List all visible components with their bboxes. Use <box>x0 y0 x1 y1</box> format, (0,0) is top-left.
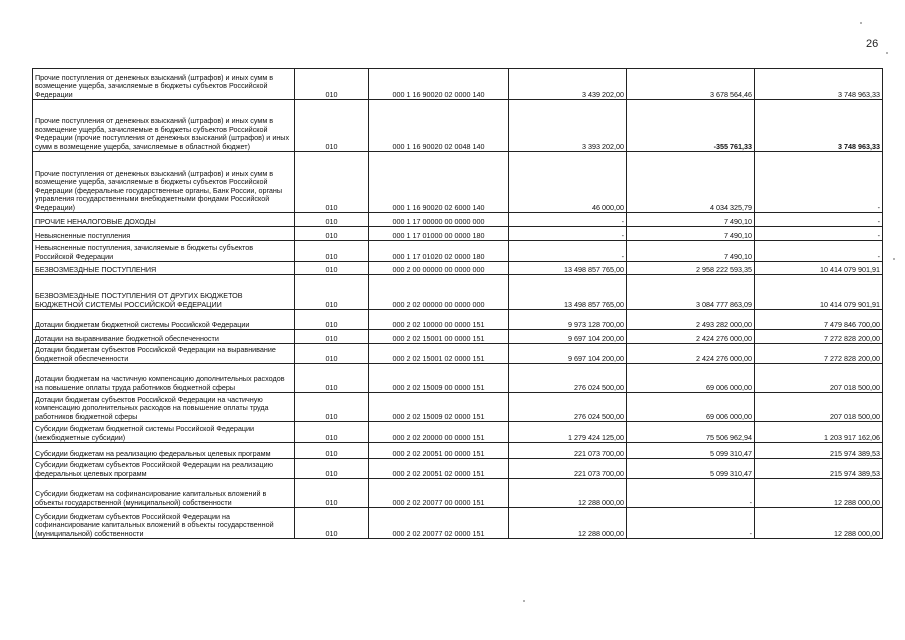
row-name-text: Дотации на выравнивание бюджетной обеспеченности <box>35 333 219 343</box>
row-unexecuted-text: 215 974 389,53 <box>830 468 880 478</box>
row-executed-text: 69 006 000,00 <box>706 382 752 392</box>
row-name-cell <box>33 213 295 227</box>
row-kbk-text: 000 1 16 90020 02 0000 140 <box>392 89 485 99</box>
row-kbk-cell <box>369 459 509 479</box>
row-name-text: Дотации бюджетам бюджетной системы Российской Федерации <box>35 319 250 329</box>
row-approved-text: - <box>621 216 624 226</box>
row-name-cell <box>33 275 295 310</box>
row-line-code-text: 010 <box>325 230 338 240</box>
row-line-code-text: 010 <box>325 251 338 261</box>
row-unexecuted-text: - <box>877 202 880 212</box>
row-name-cell <box>33 262 295 275</box>
row-executed-text: - <box>749 528 752 538</box>
row-unexecuted-cell <box>755 152 883 213</box>
row-unexecuted-text: - <box>877 230 880 240</box>
row-unexecuted-cell <box>755 100 883 152</box>
row-unexecuted-text: 1 203 917 162,06 <box>824 432 880 442</box>
row-kbk-cell <box>369 213 509 227</box>
row-line-code-cell <box>295 213 369 227</box>
row-executed-cell <box>627 310 755 330</box>
row-name-cell <box>33 69 295 100</box>
row-approved-text: 9 697 104 200,00 <box>568 353 624 363</box>
row-executed-cell <box>627 152 755 213</box>
table-row <box>33 479 883 508</box>
row-approved-text: 221 073 700,00 <box>574 468 624 478</box>
row-kbk-cell <box>369 443 509 459</box>
row-executed-text: 4 034 325,79 <box>710 202 752 212</box>
row-line-code-text: 010 <box>325 353 338 363</box>
row-unexecuted-cell <box>755 479 883 508</box>
row-name-text: Субсидии бюджетам субъектов Российской Федерации на софинансирование капитальных вложений в объекты государственной (муниципальной) собственности <box>35 511 274 538</box>
row-kbk-cell <box>369 393 509 422</box>
row-name-cell <box>33 393 295 422</box>
row-name-text: БЕЗВОЗМЕЗДНЫЕ ПОСТУПЛЕНИЯ <box>35 264 157 274</box>
row-approved-cell <box>509 459 627 479</box>
row-line-code-text: 010 <box>325 497 338 507</box>
table-row <box>33 227 883 241</box>
row-kbk-text: 000 2 02 15009 00 0000 151 <box>392 382 485 392</box>
row-kbk-text: 000 2 02 20077 00 0000 151 <box>392 497 485 507</box>
row-name-text: Субсидии бюджетам на реализацию федеральных целевых программ <box>35 448 271 458</box>
row-approved-text: 12 288 000,00 <box>578 528 624 538</box>
row-name-text: Субсидии бюджетам бюджетной системы Российской Федерации (межбюджетные субсидии) <box>35 424 255 442</box>
row-unexecuted-text: 7 272 828 200,00 <box>824 333 880 343</box>
budget-revenue-table <box>32 68 883 539</box>
page-number: 26 <box>866 38 879 50</box>
table-row <box>33 152 883 213</box>
row-line-code-cell <box>295 69 369 100</box>
row-approved-cell <box>509 479 627 508</box>
row-name-text: Невыясненные поступления <box>35 230 131 240</box>
row-executed-cell <box>627 69 755 100</box>
row-name-text: Дотации бюджетам на частичную компенсацию дополнительных расходов на повышение оплаты труда работников бюджетной сферы <box>35 374 285 392</box>
row-unexecuted-text: 10 414 079 901,91 <box>820 264 880 274</box>
row-kbk-cell <box>369 310 509 330</box>
row-line-code-cell <box>295 275 369 310</box>
row-unexecuted-cell <box>755 344 883 364</box>
row-unexecuted-text: 207 018 500,00 <box>830 382 880 392</box>
row-executed-text: 2 958 222 593,35 <box>696 264 752 274</box>
row-kbk-cell <box>369 479 509 508</box>
row-approved-text: 13 498 857 765,00 <box>564 299 624 309</box>
row-kbk-cell <box>369 422 509 443</box>
table-row <box>33 393 883 422</box>
row-approved-cell <box>509 310 627 330</box>
table-row <box>33 443 883 459</box>
row-kbk-text: 000 1 16 90020 02 6000 140 <box>392 202 485 212</box>
row-line-code-text: 010 <box>325 333 338 343</box>
row-name-text: Дотации бюджетам субъектов Российской Федерации на частичную компенсацию дополнительных расходов на повышение оплаты труда работников бюджетной сферы <box>35 394 269 421</box>
table-row <box>33 213 883 227</box>
row-executed-text: 7 490,10 <box>724 230 752 240</box>
row-executed-text: 7 490,10 <box>724 216 752 226</box>
table-row <box>33 69 883 100</box>
row-executed-text: 7 490,10 <box>724 251 752 261</box>
row-approved-text: 276 024 500,00 <box>574 382 624 392</box>
scan-speck <box>860 22 862 24</box>
row-executed-text: 3 678 564,46 <box>710 89 752 99</box>
row-line-code-text: 010 <box>325 89 338 99</box>
row-line-code-cell <box>295 310 369 330</box>
row-executed-cell <box>627 275 755 310</box>
table-row <box>33 364 883 393</box>
row-kbk-cell <box>369 508 509 539</box>
row-kbk-text: 000 2 02 20077 02 0000 151 <box>392 528 485 538</box>
row-unexecuted-text: 3 748 963,33 <box>838 89 880 99</box>
row-approved-text: 9 697 104 200,00 <box>568 333 624 343</box>
row-executed-text: 5 099 310,47 <box>710 448 752 458</box>
row-unexecuted-cell <box>755 422 883 443</box>
row-approved-cell <box>509 152 627 213</box>
row-kbk-text: 000 2 02 15009 02 0000 151 <box>392 411 485 421</box>
row-executed-cell <box>627 459 755 479</box>
row-unexecuted-cell <box>755 364 883 393</box>
row-line-code-text: 010 <box>325 299 338 309</box>
row-kbk-text: 000 2 02 20051 00 0000 151 <box>392 448 485 458</box>
row-kbk-text: 000 1 16 90020 02 0048 140 <box>392 141 485 151</box>
row-approved-cell <box>509 364 627 393</box>
row-executed-text: 75 506 962,94 <box>706 432 752 442</box>
row-name-cell <box>33 479 295 508</box>
row-line-code-text: 010 <box>325 411 338 421</box>
row-line-code-text: 010 <box>325 202 338 212</box>
row-unexecuted-cell <box>755 459 883 479</box>
row-approved-cell <box>509 69 627 100</box>
row-executed-text: 2 424 276 000,00 <box>696 353 752 363</box>
row-executed-cell <box>627 100 755 152</box>
row-name-text: Невыясненные поступления, зачисляемые в бюджеты субъектов Российской Федерации <box>35 243 254 261</box>
row-approved-text: 221 073 700,00 <box>574 448 624 458</box>
row-name-cell <box>33 241 295 262</box>
row-unexecuted-cell <box>755 213 883 227</box>
scan-speck <box>523 600 525 602</box>
row-line-code-cell <box>295 459 369 479</box>
row-approved-cell <box>509 443 627 459</box>
row-kbk-cell <box>369 227 509 241</box>
row-name-cell <box>33 443 295 459</box>
row-kbk-text: 000 2 02 20000 00 0000 151 <box>392 432 485 442</box>
row-name-cell <box>33 152 295 213</box>
row-executed-cell <box>627 364 755 393</box>
row-line-code-text: 010 <box>325 432 338 442</box>
row-executed-cell <box>627 227 755 241</box>
row-executed-cell <box>627 262 755 275</box>
row-kbk-cell <box>369 69 509 100</box>
row-approved-cell <box>509 227 627 241</box>
row-unexecuted-cell <box>755 508 883 539</box>
row-approved-cell <box>509 213 627 227</box>
row-name-text: Дотации бюджетам субъектов Российской Федерации на выравнивание бюджетной обеспеченности <box>35 345 276 363</box>
row-unexecuted-cell <box>755 330 883 344</box>
row-unexecuted-text: 215 974 389,53 <box>830 448 880 458</box>
row-line-code-text: 010 <box>325 528 338 538</box>
row-name-cell <box>33 459 295 479</box>
row-unexecuted-cell <box>755 69 883 100</box>
row-unexecuted-text: 207 018 500,00 <box>830 411 880 421</box>
table-row <box>33 459 883 479</box>
table-row <box>33 310 883 330</box>
row-executed-cell <box>627 479 755 508</box>
row-unexecuted-cell <box>755 275 883 310</box>
row-approved-text: 1 279 424 125,00 <box>568 432 624 442</box>
row-name-cell <box>33 422 295 443</box>
row-executed-cell <box>627 330 755 344</box>
row-line-code-cell <box>295 479 369 508</box>
row-name-cell <box>33 344 295 364</box>
row-unexecuted-text: - <box>877 251 880 261</box>
row-kbk-text: 000 2 02 10000 00 0000 151 <box>392 319 485 329</box>
row-approved-cell <box>509 241 627 262</box>
row-name-cell <box>33 100 295 152</box>
row-approved-cell <box>509 275 627 310</box>
row-line-code-cell <box>295 227 369 241</box>
row-kbk-text: 000 2 02 00000 00 0000 000 <box>392 299 485 309</box>
row-line-code-cell <box>295 241 369 262</box>
row-unexecuted-cell <box>755 393 883 422</box>
row-approved-cell <box>509 393 627 422</box>
row-approved-text: 3 393 202,00 <box>582 141 624 151</box>
row-line-code-text: 010 <box>325 319 338 329</box>
row-name-text: Субсидии бюджетам субъектов Российской Федерации на реализацию федеральных целевых программ <box>35 460 274 478</box>
row-name-text: Субсидии бюджетам на софинансирование капитальных вложений в объекты государственной (муниципальной) собственности <box>35 489 267 507</box>
table-row <box>33 275 883 310</box>
row-unexecuted-text: - <box>877 216 880 226</box>
row-line-code-text: 010 <box>325 382 338 392</box>
table-row <box>33 422 883 443</box>
row-kbk-text: 000 1 17 01020 02 0000 180 <box>392 251 485 261</box>
row-unexecuted-text: 12 288 000,00 <box>834 528 880 538</box>
row-unexecuted-cell <box>755 443 883 459</box>
row-kbk-cell <box>369 364 509 393</box>
row-executed-cell <box>627 241 755 262</box>
row-name-text: Прочие поступления от денежных взысканий (штрафов) и иных сумм в возмещение ущерба, зачисляемые в бюджеты субъектов Российской Федерации (федеральные государственные органы, Банк России, органы управления государственными внебюджетными фондами Российской Федерации) <box>35 168 283 212</box>
row-approved-cell <box>509 100 627 152</box>
row-unexecuted-cell <box>755 310 883 330</box>
row-line-code-cell <box>295 508 369 539</box>
row-unexecuted-text: 3 748 963,33 <box>838 141 880 151</box>
row-line-code-cell <box>295 262 369 275</box>
row-unexecuted-text: 10 414 079 901,91 <box>820 299 880 309</box>
row-approved-text: - <box>621 230 624 240</box>
row-name-text: Прочие поступления от денежных взысканий (штрафов) и иных сумм в возмещение ущерба, зачисляемые в бюджеты субъектов Российской Федерации (прочие поступления от денежных взысканий (штрафов) и иных сумм в возмещение ущерба, зачисляемые в областной бюджет) <box>35 116 290 151</box>
row-executed-cell <box>627 213 755 227</box>
row-executed-cell <box>627 508 755 539</box>
scan-speck <box>893 258 895 260</box>
row-name-cell <box>33 364 295 393</box>
row-unexecuted-text: 7 272 828 200,00 <box>824 353 880 363</box>
row-approved-text: 3 439 202,00 <box>582 89 624 99</box>
row-name-text: Прочие поступления от денежных взысканий (штрафов) и иных сумм в возмещение ущерба, зачисляемые в бюджеты субъектов Российской Федерации <box>35 72 274 99</box>
row-kbk-cell <box>369 241 509 262</box>
row-line-code-cell <box>295 422 369 443</box>
row-executed-cell <box>627 422 755 443</box>
row-approved-cell <box>509 344 627 364</box>
table-row <box>33 262 883 275</box>
row-executed-text: -355 761,33 <box>713 141 752 151</box>
row-kbk-cell <box>369 330 509 344</box>
row-line-code-cell <box>295 364 369 393</box>
row-kbk-cell <box>369 100 509 152</box>
row-kbk-text: 000 2 00 00000 00 0000 000 <box>392 264 485 274</box>
table-row <box>33 241 883 262</box>
row-name-cell <box>33 508 295 539</box>
row-line-code-cell <box>295 152 369 213</box>
row-kbk-text: 000 2 02 15001 00 0000 151 <box>392 333 485 343</box>
scan-speck <box>886 52 888 54</box>
row-executed-text: 69 006 000,00 <box>706 411 752 421</box>
table-row <box>33 100 883 152</box>
row-kbk-cell <box>369 275 509 310</box>
row-kbk-text: 000 1 17 00000 00 0000 000 <box>392 216 485 226</box>
row-line-code-cell <box>295 344 369 364</box>
row-unexecuted-text: 12 288 000,00 <box>834 497 880 507</box>
row-name-text: БЕЗВОЗМЕЗДНЫЕ ПОСТУПЛЕНИЯ ОТ ДРУГИХ БЮДЖЕТОВ БЮДЖЕТНОЙ СИСТЕМЫ РОССИЙСКОЙ ФЕДЕРАЦИИ <box>35 291 243 309</box>
row-executed-text: - <box>749 497 752 507</box>
row-approved-text: - <box>621 251 624 261</box>
row-line-code-cell <box>295 330 369 344</box>
row-unexecuted-cell <box>755 241 883 262</box>
row-approved-text: 13 498 857 765,00 <box>564 264 624 274</box>
row-unexecuted-cell <box>755 227 883 241</box>
row-line-code-text: 010 <box>325 468 338 478</box>
row-executed-cell <box>627 443 755 459</box>
row-kbk-text: 000 1 17 01000 00 0000 180 <box>392 230 485 240</box>
row-line-code-text: 010 <box>325 141 338 151</box>
row-executed-text: 5 099 310,47 <box>710 468 752 478</box>
row-line-code-cell <box>295 393 369 422</box>
row-executed-text: 2 424 276 000,00 <box>696 333 752 343</box>
table-row <box>33 344 883 364</box>
row-line-code-text: 010 <box>325 264 338 274</box>
row-line-code-cell <box>295 100 369 152</box>
row-approved-text: 46 000,00 <box>592 202 624 212</box>
table-row <box>33 330 883 344</box>
row-line-code-cell <box>295 443 369 459</box>
row-approved-cell <box>509 330 627 344</box>
row-approved-cell <box>509 508 627 539</box>
table-row <box>33 508 883 539</box>
row-approved-text: 276 024 500,00 <box>574 411 624 421</box>
row-name-cell <box>33 310 295 330</box>
row-unexecuted-text: 7 479 846 700,00 <box>824 319 880 329</box>
row-name-cell <box>33 330 295 344</box>
row-kbk-text: 000 2 02 20051 02 0000 151 <box>392 468 485 478</box>
row-line-code-text: 010 <box>325 216 338 226</box>
row-executed-cell <box>627 393 755 422</box>
row-kbk-cell <box>369 262 509 275</box>
row-executed-cell <box>627 344 755 364</box>
row-approved-cell <box>509 422 627 443</box>
row-name-text: ПРОЧИЕ НЕНАЛОГОВЫЕ ДОХОДЫ <box>35 216 156 226</box>
row-approved-text: 12 288 000,00 <box>578 497 624 507</box>
row-kbk-cell <box>369 344 509 364</box>
row-kbk-text: 000 2 02 15001 02 0000 151 <box>392 353 485 363</box>
row-executed-text: 2 493 282 000,00 <box>696 319 752 329</box>
row-kbk-cell <box>369 152 509 213</box>
row-approved-text: 9 973 128 700,00 <box>568 319 624 329</box>
row-approved-cell <box>509 262 627 275</box>
row-line-code-text: 010 <box>325 448 338 458</box>
row-executed-text: 3 084 777 863,09 <box>696 299 752 309</box>
row-name-cell <box>33 227 295 241</box>
row-unexecuted-cell <box>755 262 883 275</box>
